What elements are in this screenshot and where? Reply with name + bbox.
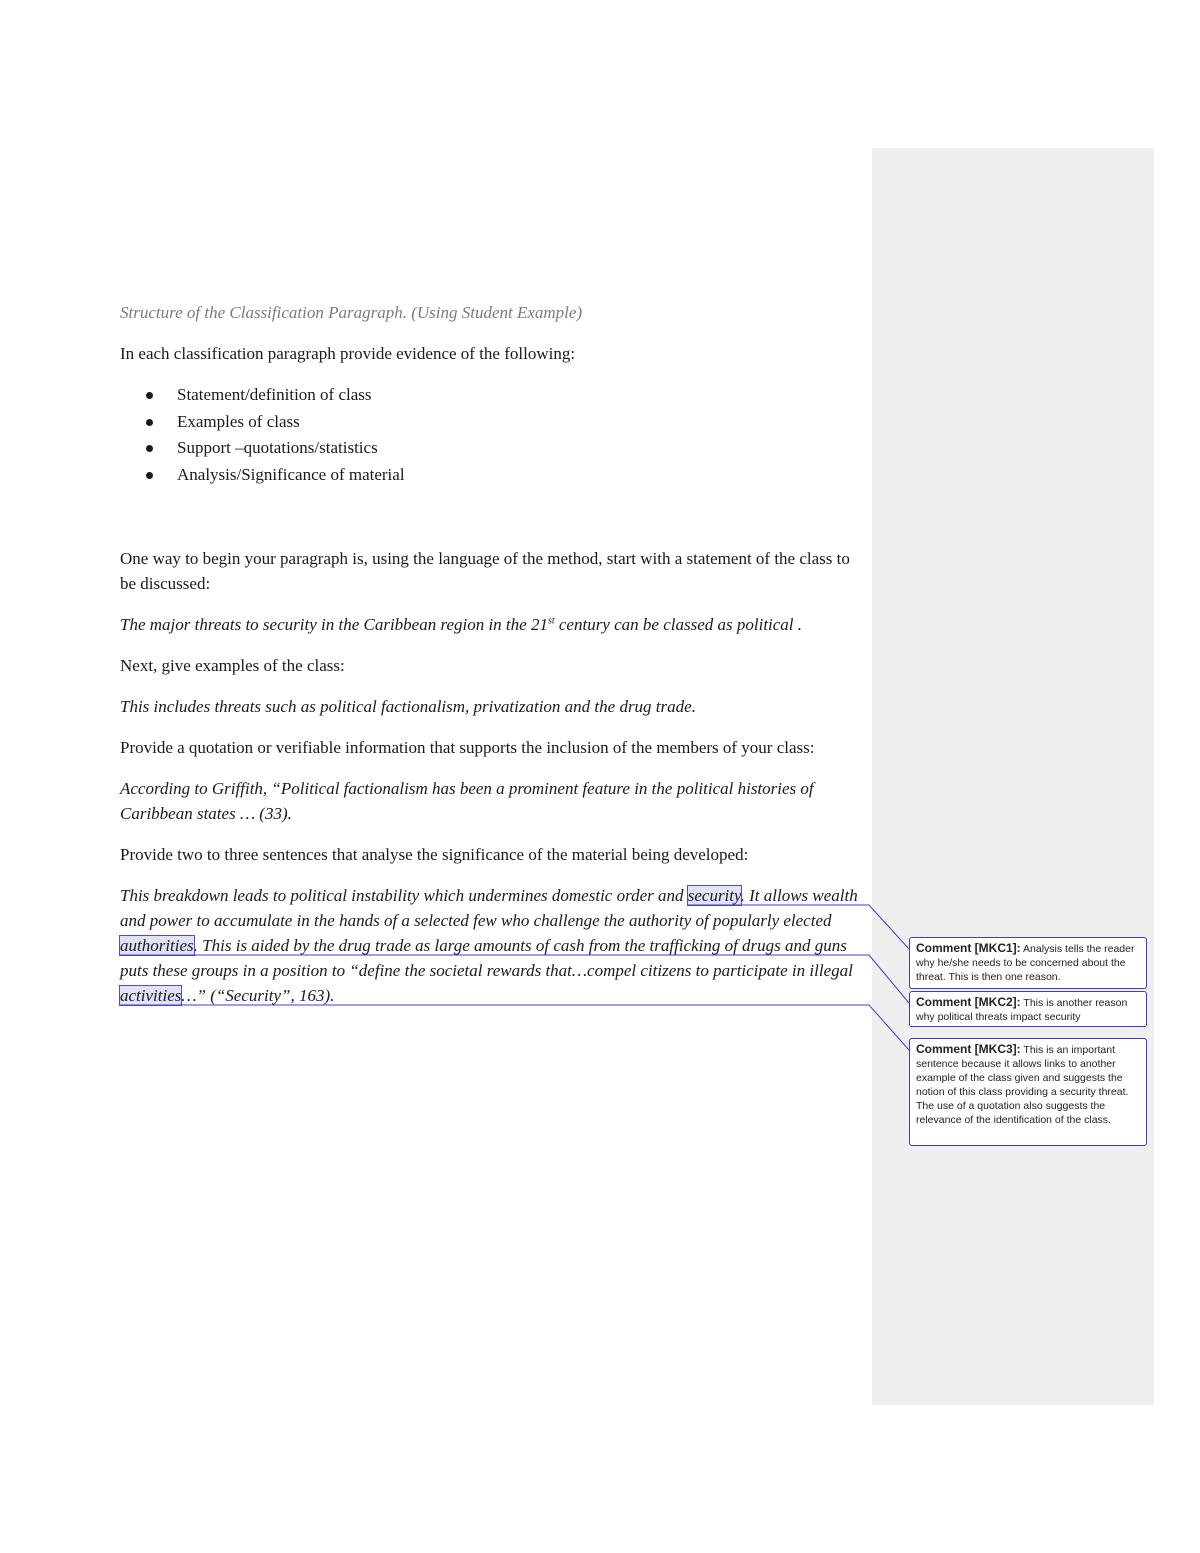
comment-balloon-mkc3[interactable] bbox=[909, 1038, 1147, 1146]
comment-balloon-mkc1[interactable] bbox=[909, 937, 1147, 989]
begin-instruction: One way to begin your paragraph is, using the language of the method, start with a statement of the class to be discussed: bbox=[120, 549, 850, 593]
comment-anchor-mkc2[interactable]: authorities bbox=[120, 936, 194, 955]
examples-instruction: Next, give examples of the class: bbox=[120, 656, 345, 675]
list-item: Statement/definition of class bbox=[146, 382, 865, 409]
example-statement bbox=[120, 612, 865, 637]
support-instruction: Provide a quotation or verifiable information that supports the inclusion of the members of your class: bbox=[120, 738, 815, 757]
support-quotation: According to Griffith, “Political factionalism has been a prominent feature in the political histories of Caribbean states … (33). bbox=[120, 779, 814, 823]
comment-balloon-mkc2[interactable] bbox=[909, 991, 1147, 1027]
analysis-instruction: Provide two to three sentences that analyse the significance of the material being developed: bbox=[120, 845, 749, 864]
evidence-list bbox=[120, 382, 865, 488]
comment-text: Analysis tells the reader why he/she needs to be concerned about the threat. This is then one reason. bbox=[916, 943, 1135, 983]
comment-margin-pane bbox=[872, 148, 1154, 1405]
comment-tag: Comment [MKC1]: bbox=[916, 941, 1021, 955]
list-item: Examples of class bbox=[146, 409, 865, 436]
document-title: Structure of the Classification Paragraph. (Using Student Example) bbox=[120, 303, 583, 322]
ordinal-superscript: st bbox=[547, 615, 555, 627]
statement-text-end: century can be classed as political . bbox=[554, 615, 803, 634]
analysis-text: …” (“Security”, 163). bbox=[181, 986, 335, 1005]
list-item: Analysis/Significance of material bbox=[146, 462, 865, 489]
comment-text: This is an important sentence because it allows links to another example of the class given and suggests the notion of this class providing a security threat. The use of a quotation also suggests the relevance of the identification of the class. bbox=[916, 1044, 1129, 1126]
comment-tag: Comment [MKC3]: bbox=[916, 1042, 1021, 1056]
comment-tag: Comment [MKC2]: bbox=[916, 995, 1021, 1009]
examples-text: This includes threats such as political factionalism, privatization and the drug trade. bbox=[120, 697, 696, 716]
analysis-text: . This is aided by the drug trade as large amounts of cash from the trafficking of drugs and guns puts these groups in a position to “define the societal rewards that…compel citizens to participate in illegal bbox=[120, 936, 853, 980]
comment-anchor-mkc1[interactable]: security bbox=[687, 886, 741, 905]
document-body bbox=[120, 300, 865, 1024]
analysis-paragraph bbox=[120, 883, 865, 1008]
list-item: Support –quotations/statistics bbox=[146, 435, 865, 462]
statement-text: The major threats to security in the Caribbean region in the 21 bbox=[120, 615, 548, 634]
analysis-text: . It allows wealth and power to accumulate in the hands of a selected few who challenge the authority of popularly elected bbox=[120, 886, 858, 930]
comment-text: This is another reason why political threats impact security bbox=[916, 997, 1128, 1023]
intro-paragraph: In each classification paragraph provide evidence of the following: bbox=[120, 344, 576, 363]
comment-anchor-mkc3[interactable]: activities bbox=[120, 986, 182, 1005]
analysis-text: This breakdown leads to political instability which undermines domestic order and bbox=[120, 886, 688, 905]
